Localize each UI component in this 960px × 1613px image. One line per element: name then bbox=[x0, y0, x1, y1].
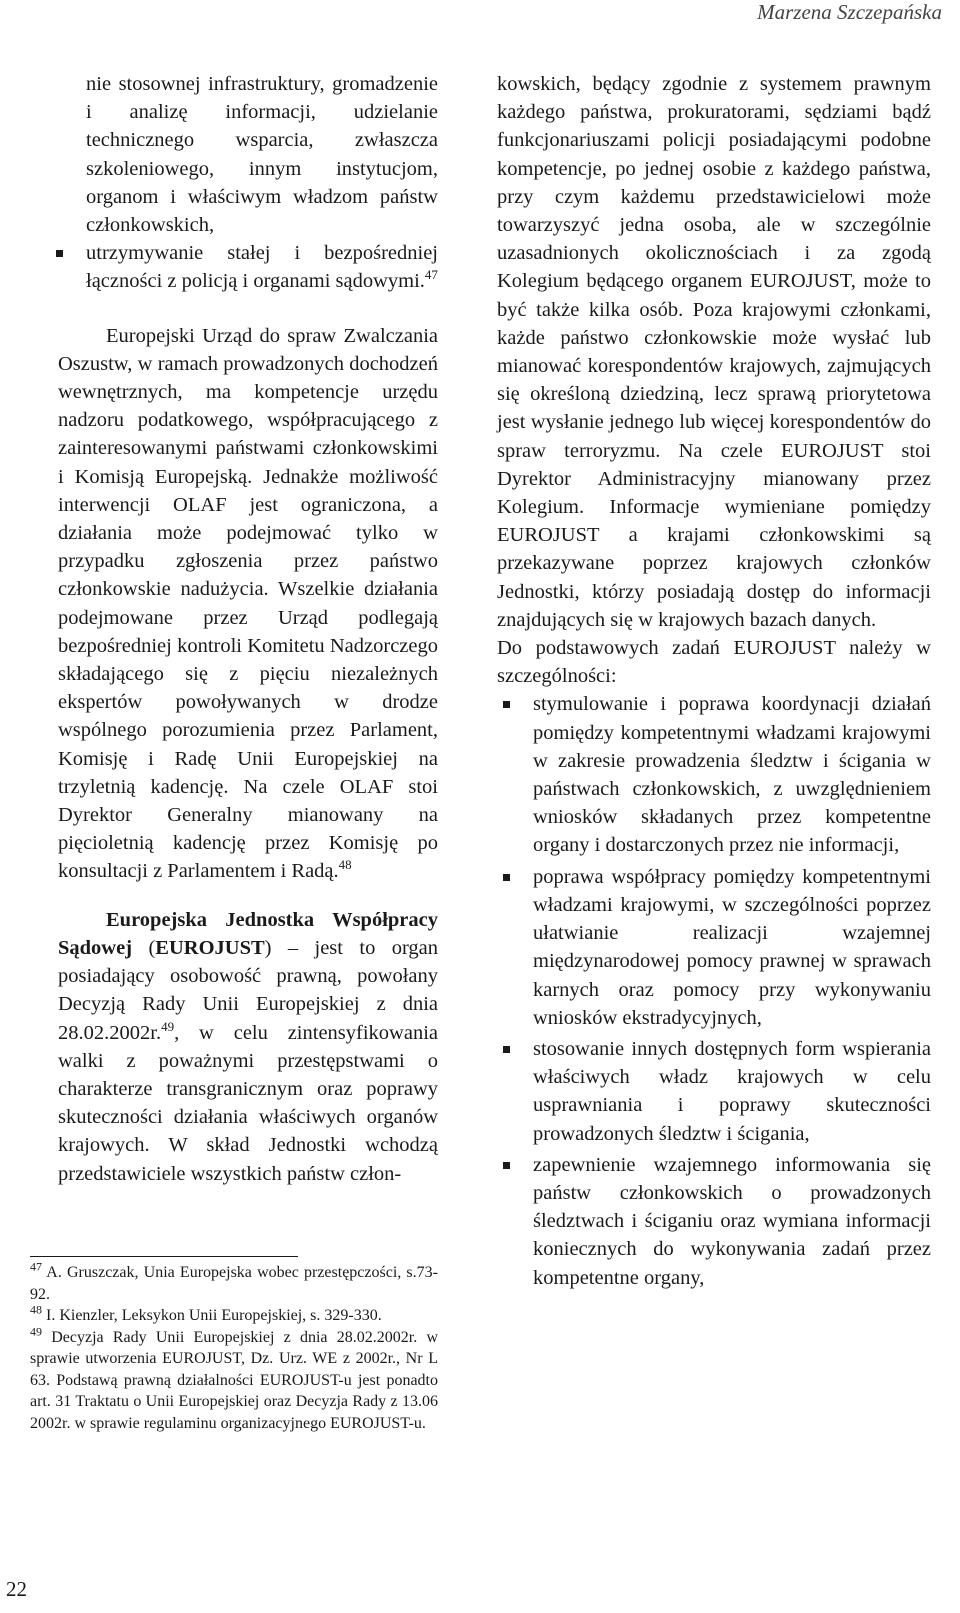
intro-text: nie stosownej infrastruktury, gromadzenie i analizę informacji, udzielanie technicznego wsparcia, zwłaszcza szkoleniowego, innym instytucjom, organom i właściwym władzom państw członkowskich, bbox=[86, 73, 438, 237]
footnote: $^{49}$ Decyzja Rady Unii Europejskiej z dnia 28.02.2002r. w sprawie utworzenia EUROJUST, Dz. Urz. WE z 2002r., Nr L 63. Podstawą prawną działalności EUROJUST-u jest ponadto art. 31 Traktatu o Unii Europejskiej oraz Decyzja Rady z 13.06 2002r. w sprawie regulaminu organizacyjnego EUROJUST-u. bbox=[30, 1324, 439, 1432]
bullet-square-icon bbox=[503, 874, 510, 881]
footnotes bbox=[30, 1259, 439, 1434]
footnote: $^{47}$ A. Gruszczak, Unia Europejska wobec przestępczości, s.73-92. bbox=[30, 1259, 438, 1303]
list-item: poprawa współpracy pomiędzy kompetentnymi władzami krajowymi, w szczególności poprzez ułatwianie realizacji wzajemnej międzynarodowej pomocy prawnej w sprawach karnych oraz pomocy przy wykonywaniu wniosków ekstradycyjnych, bbox=[497, 863, 931, 1032]
olaf-paragraph: Europejski Urząd do spraw Zwalczania Oszustw, w ramach prowadzonych dochodzeń wewnętrznych, ma kompetencje urzędu nadzoru podatkowego, współpracującego z zainteresowanymi państwami członkowskimi i Komisją Europejską. Jednakże możliwość interwencji OLAF jest ograniczona, a działania może podejmować tylko w przypadku zgłoszenia przez państwo członkowskie nadużycia. Wszelkie działania podejmowane przez Urząd podlegają bezpośredniej kontroli Komitetu Nadzorczego składającego się z pięciu niezależnych ekspertów powoływanych w drodze wspólnego porozumienia przez Parlament, Komisję i Radę Unii Europejskiej na trzyletnią kadencję. Na czele OLAF stoi Dyrektor Generalny mianowany na pięcioletnią kadencję przez Komisję po konsultacji z Parlamentem i Radą.$^{48}$ bbox=[58, 324, 438, 883]
eurojust-abbr: EUROJUST bbox=[155, 936, 265, 959]
eurojust-tasks-intro: Do podstawowych zadań EUROJUST należy w szczególności: bbox=[497, 637, 931, 688]
eurojust-heading: Europejska Jednostka Współpracy Sądowej bbox=[58, 908, 438, 959]
bullet-square-icon bbox=[503, 701, 510, 708]
running-header-author: Marzena Szczepańska bbox=[757, 0, 942, 24]
eurojust-tasks-list bbox=[497, 690, 931, 1291]
left-column bbox=[58, 70, 438, 1188]
list-item bbox=[58, 70, 438, 239]
eurojust-paragraph: Europejska Jednostka Współpracy Sądowej (EUROJUST) – jest to organ posiadający osobowość prawną, powołany Decyzją Rady Unii Europejskiej z dnia 28.02.2002r.$^{49}$, w celu zintensyfikowania walki z poważnymi przestępstwami o charakterze transgranicznym oraz poprawy skuteczności działania właściwych organów krajowych. W skład Jednostki wchodzą przedstawiciele wszystkich państw człon- bbox=[58, 908, 439, 1185]
bullet-square-icon bbox=[503, 1162, 510, 1169]
footnote-ref: 48 bbox=[338, 857, 352, 873]
bullet-text: utrzymywanie stałej i bezpośredniej łączności z policją i organami sądowymi. bbox=[86, 242, 438, 293]
footnote: $^{48}$ I. Kienzler, Leksykon Unii Europejskiej, s. 329-330. bbox=[30, 1302, 382, 1324]
eurojust-members-paragraph: kowskich, będący zgodnie z systemem prawnym każdego państwa, prokuratorami, sędziami bądź funkcjonariuszami policji posiadającymi podobne kompetencje, po jednej osobie z każdego państwa, przy czym każdemu przedstawicielowi może towarzyszyć jedna osoba, ale w szczególnie uzasadnionych okolicznościach i za zgodą Kolegium będącego organem EUROJUST, może to być także kilka osób. Poza krajowymi członkami, każde państwo członkowskie może wysłać lub mianować korespondentów krajowych, zajmujących się określoną dziedziną, lecz sprawą priorytetowa jest wysłanie jednego lub więcej korespondentów do spraw terroryzmu. Na czele EUROJUST stoi Dyrektor Administracyjny mianowany przez Kolegium. Informacje wymieniane pomiędzy EUROJUST a krajami członkowskimi są przekazywane poprzez krajowych członków Jednostki, którzy posiadają dostęp do informacji znajdujących się w krajowych bazach danych. bbox=[497, 73, 931, 631]
list-item: zapewnienie wzajemnego informowania się państw członkowskich o prowadzonych śledztwach i ściganiu oraz wymiana informacji koniecznych do wykonywania zadań przez kompetentne organy, bbox=[497, 1151, 931, 1292]
footnote-divider bbox=[30, 1256, 298, 1257]
list-item: stymulowanie i poprawa koordynacji działań pomiędzy kompetentnymi władzami krajowymi w zakresie prowadzenia śledztw i ścigania w państwach członkowskich, z uwzględnieniem wniosków składanych przez kompetentne organy i dostarczonych przez nie informacji, bbox=[497, 690, 931, 859]
left-bullet-list bbox=[58, 70, 438, 296]
list-item: stosowanie innych dostępnych form wspierania właściwych władz krajowych w celu usprawniania i poprawy skuteczności prowadzonych śledztw i ścigania, bbox=[497, 1035, 931, 1148]
list-item bbox=[58, 239, 438, 295]
page-number: 22 bbox=[6, 1577, 27, 1601]
footnote-ref: 47 bbox=[424, 267, 438, 283]
bullet-square-icon bbox=[503, 1046, 510, 1053]
right-column bbox=[497, 70, 931, 1295]
footnote-ref: 49 bbox=[161, 1018, 175, 1034]
bullet-square-icon bbox=[56, 250, 63, 257]
